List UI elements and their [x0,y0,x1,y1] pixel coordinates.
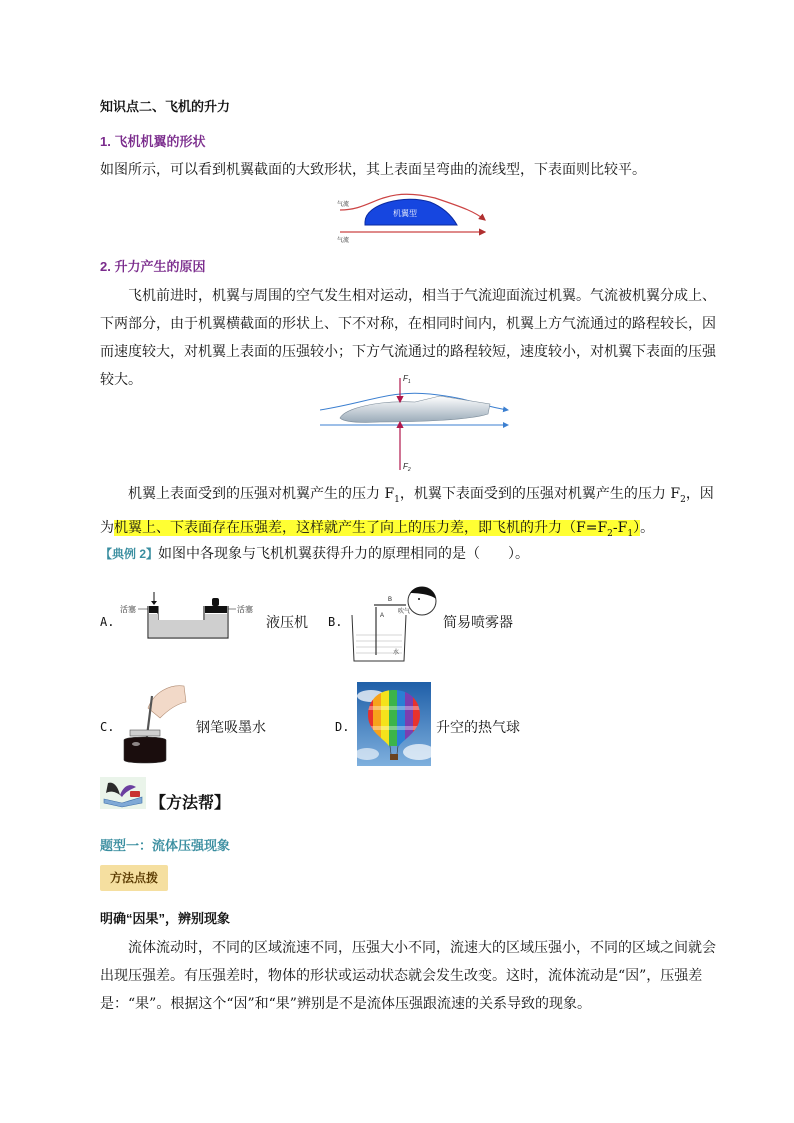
option-a-letter[interactable]: A. [100,615,115,629]
subheading-lift-cause: 2. 升力产生的原因 [100,259,206,274]
method-paragraph: 流体流动时，不同的区域流速不同，压强大小不同，流速大的区域压强小，不同的区域之间就会出现压强差。有压强差时，物体的形状或运动状态就会发生改变。这时，流体流动是“因”，压强差是：“果”。根据这个“因”和“果”辨别是不是流体压强跟流速的关系导致的现象。 [100,940,716,1012]
hand [148,686,186,718]
wing-profile-figure [335,190,495,245]
option-d-letter[interactable]: D. [335,720,350,734]
wing-body [340,396,490,422]
subheading-wing-shape: 1. 飞机机翼的形状 [100,134,206,149]
option-b-name: 简易喷雾器 [443,615,513,631]
wing-label: 机翼型 [393,209,417,218]
section-title: 知识点二、飞机的升力 [100,99,231,114]
hydraulic-press-image [118,590,258,648]
option-a-name: 液压机 [266,615,308,631]
label-f2: $F_2$ [403,462,411,472]
method-tip-badge: 方法点拨 [100,865,168,891]
example-tag: 【典例 2】 [100,547,159,561]
balloon-basket [390,754,398,760]
hot-air-balloon-image [357,682,431,766]
label-b: B [388,597,393,603]
paragraph-lift-force: 机翼上表面受到的压强对机翼产生的压力 $F_1$，机翼下表面受到的压强对机翼产生的压力 $F_2$，因为机翼上、下表面存在压强差，这样就产生了向上的压力差，即飞机的升力$(F=F_2-F_1)$。 [100,486,714,539]
paragraph-lift-cause: 飞机前进时，机翼与周围的空气发生相对运动，相当于气流迎面流过机翼。气流被机翼分成上、下两部分，由于机翼横截面的形状上、下不对称，在相同时间内，机翼上方气流通过的路程较长，因而速度较大，对机翼上表面的压强较小；下方气流通过的路程较短，速度较小，对机翼下表面的压强较大。 [100,288,716,388]
label-f1: $F_1$ [403,374,411,385]
paragraph-wing-shape: 如图所示，可以看到机翼截面的大致形状，其上表面呈弯曲的流线型，下表面则比较平。 [100,162,646,178]
fountain-pen-ink-image [118,682,188,766]
method-banner-title: 【方法帮】 [150,793,231,812]
wing-forces-figure [320,372,510,472]
option-b-letter[interactable]: B. [328,615,343,629]
ink-bottle [124,737,166,763]
question-type-1: 题型一：流体压强现象 [100,838,231,853]
label-blow: 吹气 [398,609,411,615]
option-c-letter[interactable]: C. [100,720,115,734]
sprayer-image [346,585,438,667]
piston-label-left: 活塞 [120,605,136,614]
airflow-label-top: 气流 [337,202,350,208]
label-water: 水 [393,650,400,656]
airflow-label-bottom: 气流 [337,238,350,244]
option-d-name: 升空的热气球 [436,720,520,736]
option-c-name: 钢笔吸墨水 [196,720,266,736]
label-a: A [380,613,385,619]
book-icon [100,777,146,809]
small-piston [149,606,158,613]
method-point-title: 明确“因果”，辨别现象 [100,911,231,926]
highlight-lift-definition: 机翼上、下表面存在压强差，这样就产生了向上的压力差，即飞机的升力$(F=F_2-F_1)$ [114,519,641,539]
piston-label-right: 活塞 [237,605,253,614]
example-question: 【典例 2】如图中各现象与飞机机翼获得升力的原理相同的是（ ）。 [100,546,530,562]
large-piston [205,606,227,613]
